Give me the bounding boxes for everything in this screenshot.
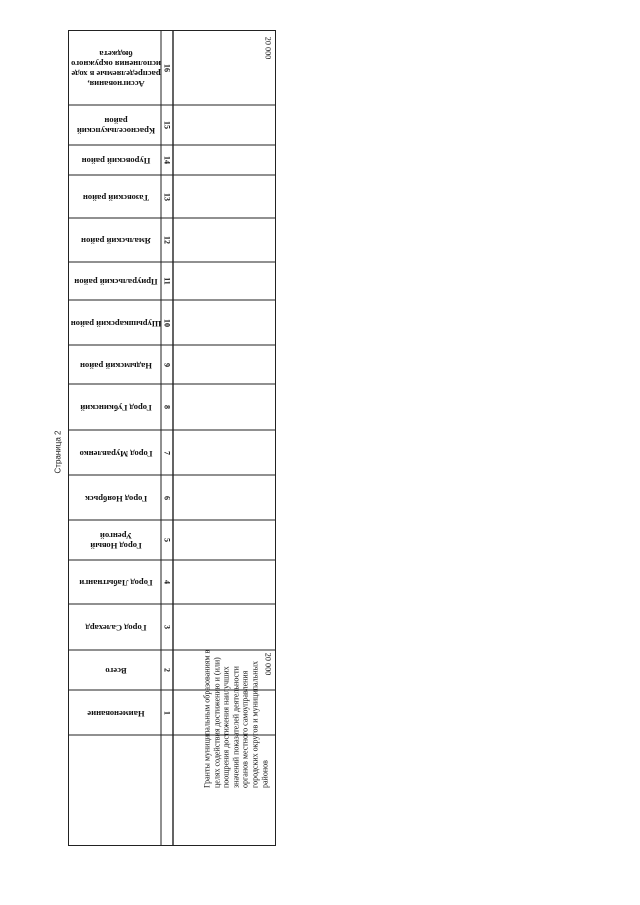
column-number-4-text: 4 <box>162 580 172 584</box>
column-header-14-text: Пуровский район <box>81 155 151 166</box>
total-value-cell-text: 20 000 <box>263 652 273 676</box>
column-header-8-text: Город Губкинский <box>80 402 152 413</box>
column-number-8-text: 8 <box>162 405 172 409</box>
column-number-9-text: 9 <box>162 362 172 367</box>
column-number-1-text: 1 <box>162 710 172 715</box>
column-header-11-text: Приуральский район <box>74 276 158 287</box>
column-number-6-text: 6 <box>162 495 172 500</box>
column-number-13-text: 13 <box>162 192 172 201</box>
column-number-12-text: 12 <box>162 236 172 244</box>
column-header-1-text: Наименование <box>87 708 145 719</box>
column-header-4-text: Город Лабытнанги <box>79 577 153 588</box>
column-number-3-text: 3 <box>162 625 172 629</box>
column-header-5-text: Город Новый Уренгой <box>90 531 142 551</box>
column-number-15-text: 15 <box>162 121 172 129</box>
page-label-text: Страница 2 <box>53 430 63 474</box>
column-header-15-text: Красноселькупский район <box>76 116 156 136</box>
reserve-value-cell-text: 20 000 <box>263 36 273 60</box>
column-header-10-text: Шурышкарский район <box>70 318 162 329</box>
row-name-cell-text: Гранты муниципальным образованиям в целях содействия достижению и (или) поощрения достижения наилучших значений показателей деятельности органов местного самоуправления городских округов и муниципальных районов <box>202 649 269 788</box>
column-header-7-text: Город Муравленко <box>79 448 153 459</box>
column-header-6-text: Город Ноябрьск <box>84 493 148 504</box>
column-number-2-text: 2 <box>162 668 172 672</box>
column-header-13-text: Тазовский район <box>82 192 150 203</box>
column-header-16-text: Ассигнования, распределяемые в ходе исполнения окружного бюджета <box>71 48 161 89</box>
column-number-11-text: 11 <box>162 277 172 285</box>
column-number-7-text: 7 <box>162 450 172 455</box>
column-number-10-text: 10 <box>162 318 172 327</box>
column-header-3-text: Город Салехард <box>85 622 147 633</box>
column-number-5-text: 5 <box>162 538 172 542</box>
column-header-9-text: Надымский район <box>80 360 152 371</box>
grants-table <box>68 30 276 846</box>
column-header-12-text: Ямальский район <box>81 235 151 246</box>
column-number-16-text: 16 <box>162 63 172 72</box>
column-header-2-text: Всего <box>105 665 127 676</box>
column-number-14-text: 14 <box>162 156 172 164</box>
